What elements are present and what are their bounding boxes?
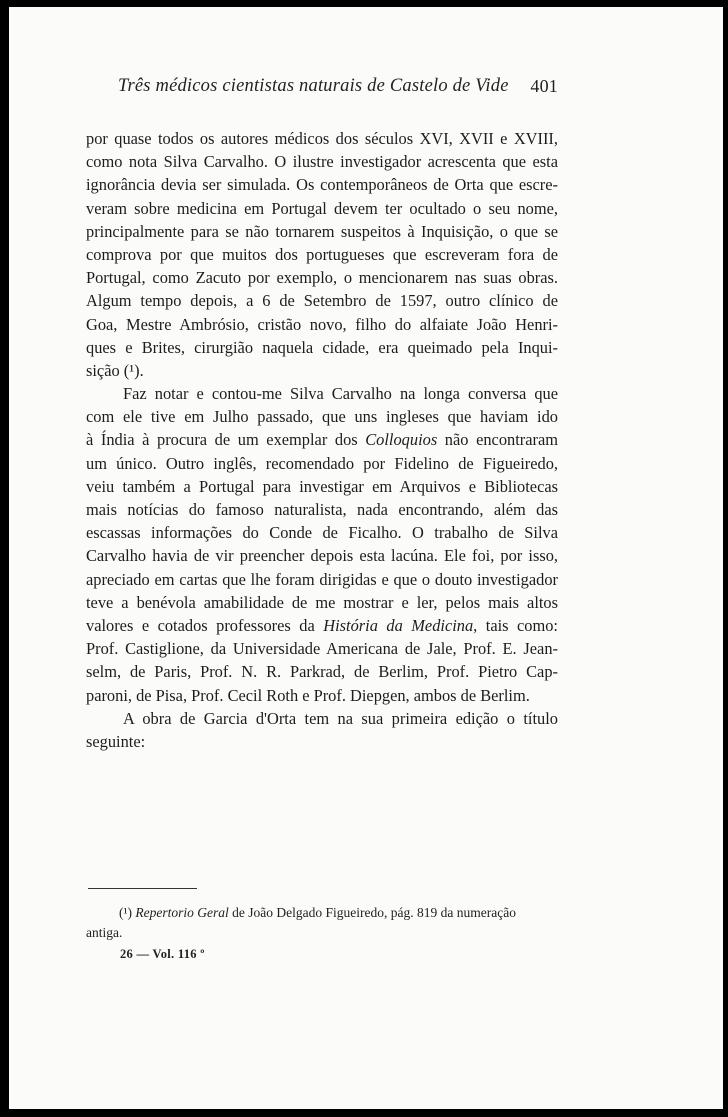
text-line: veram sobre medicina em Portugal devem ter ocultado o seu nome, (86, 198, 558, 218)
text-segment: não encontraram (437, 430, 558, 450)
text-segment: valores e cotados professores da (86, 615, 324, 635)
text-line: escassas informações do Conde de Ficalho. O trabalho de Silva (86, 523, 558, 543)
text-line: com ele tive em Julho passado, que uns ingleses que haviam ido (86, 407, 558, 427)
text-line: Goa, Mestre Ambrósio, cristão novo, filho do alfaiate João Henri- (86, 314, 558, 334)
text-line (86, 428, 558, 451)
running-head-title: Três médicos cientistas naturais de Castelo de Vide (118, 76, 509, 96)
footnote-line (86, 903, 558, 923)
text-line: selm, de Paris, Prof. N. R. Parkrad, de Berlim, Prof. Pietro Cap- (86, 662, 558, 682)
text-line: como nota Silva Carvalho. O ilustre investigador acrescenta que esta (86, 152, 558, 172)
italic-title-historia: História da Medicina (323, 615, 474, 635)
text-line: Faz notar e contou-me Silva Carvalho na longa conversa que (123, 384, 558, 404)
text-line: mais notícias do famoso naturalista, nada encontrando, além das (86, 500, 558, 519)
text-line: sição (¹). (86, 360, 144, 380)
footnote-marker: (¹) (119, 905, 133, 920)
text-line (86, 614, 558, 637)
footnote-continuation: antiga. (86, 925, 123, 940)
text-line: A obra de Garcia d'Orta tem na sua primeira edição o título (123, 708, 558, 728)
text-line: paroni, de Pisa, Prof. Cecil Roth e Prof. Diepgen, ambos de Berlim. (86, 685, 530, 705)
text-line: comprova por que muitos dos portugueses que escreveram fora de (86, 244, 558, 264)
text-line: apreciado em cartas que lhe foram dirigidas e que o douto investigador (86, 569, 558, 589)
text-segment: , tais como: (473, 615, 558, 635)
text-line: Portugal, como Zacuto por exemplo, o mencionarem nas suas obras. (86, 268, 558, 288)
footnote-text: de João Delgado Figueiredo, pág. 819 da numeração (228, 905, 516, 920)
text-line: Algum tempo depois, a 6 de Setembro de 1597, outro clínico de (86, 291, 558, 311)
text-line: seguinte: (86, 731, 146, 751)
text-line: teve a benévola amabilidade de me mostrar e ler, pelos mais altos (86, 592, 558, 612)
footnote-source-title: Repertorio Geral (135, 905, 229, 920)
running-head (118, 76, 558, 97)
text-line: por quase todos os autores médicos dos séculos XVI, XVII e XVIII, (86, 129, 558, 148)
text-line: ignorância devia ser simulada. Os contemporâneos de Orta que escre- (86, 175, 558, 195)
text-line: um único. Outro inglês, recomendado por Fidelino de Figueiredo, (86, 453, 558, 473)
page-number: 401 (530, 76, 558, 96)
printer-signature: 26 — Vol. 116 º (120, 947, 205, 961)
text-line: ques e Brites, cirurgião naquela cidade, era queimado pela Inqui- (86, 337, 558, 357)
text-line: Prof. Castiglione, da Universidade Americana de Jale, Prof. E. Jean- (86, 639, 558, 659)
text-segment: à Índia à procura de um exemplar dos (86, 430, 366, 450)
footnote (86, 903, 558, 943)
text-line: Carvalho havia de vir preencher depois esta lacúna. Ele foi, por isso, (86, 546, 558, 566)
text-line: veiu também a Portugal para investigar em Arquivos e Bibliotecas (86, 476, 558, 496)
body-text (86, 127, 558, 753)
italic-title-colloquios: Colloquios (365, 430, 438, 450)
footnote-divider (88, 888, 197, 889)
text-line: principalmente para se não tornarem suspeitos à Inquisição, o que se (86, 221, 558, 241)
